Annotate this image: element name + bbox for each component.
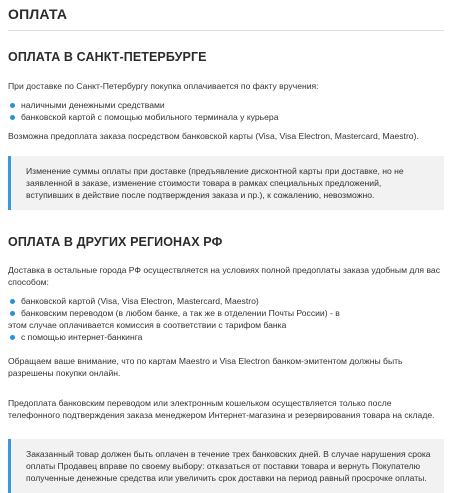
title-divider [8,30,444,31]
spb-section [8,50,444,210]
regions-method-card: банковской картой (Visa, Visa Electron, Mastercard, Maestro) [21,296,259,306]
list-item [8,99,444,111]
regions-note-line: Заказанный товар должен быть оплачен в течение трех банковских дней. В случае нарушения срока [26,449,431,459]
spb-note-line: вступивших в действие после подтверждения заказа и пр.), к сожалению, невозможно. [26,190,375,200]
regions-method-online: с помощью интернет-банкинга [21,332,143,342]
regions-intro-line: способом: [8,277,49,287]
regions-method-transfer-continued: этом случае оплачивается комиссия в соответствии с тарифом банка [8,320,287,330]
regions-note-line: полученные денежные средства или увеличить срок доставки на период равный просрочке оплаты. [26,473,427,483]
spb-prepay: Возможна предоплата заказа посредством банковской карты (Visa, Visa Electron, Mastercard, Maestro). [8,131,419,141]
spb-method-cash: наличными денежными средствами [21,100,165,110]
wallet-note [8,397,444,421]
list-item [8,307,444,319]
page-title: ОПЛАТА [8,6,68,22]
list-item [8,111,444,123]
regions-intro [8,264,444,288]
spb-intro: При доставке по Санкт-Петербургу покупка оплачивается по факту вручения: [8,81,319,91]
regions-section [8,235,444,493]
bullet-icon [10,335,15,340]
bullet-icon [10,299,15,304]
spb-heading: ОПЛАТА В САНКТ-ПЕТЕРБУРГЕ [8,50,207,64]
wallet-note-line: Предоплата банковским переводом или электронным кошельком осуществляется только после [8,398,392,408]
regions-methods-list [8,295,444,319]
list-item [8,295,444,307]
regions-note-line: оплаты Продавец вправе по своему выбору: отказаться от поставки товара и вернуть Покупателю [26,461,421,471]
wallet-note-line: телефонного подтверждения заказа менеджером Интернет-магазина и резервирования товара на складе. [8,410,435,420]
maestro-note [8,355,444,379]
regions-heading: ОПЛАТА В ДРУГИХ РЕГИОНАХ РФ [8,235,223,249]
list-item [8,331,444,343]
spb-methods-list [8,99,444,123]
spb-method-card: банковской картой с помощью мобильного терминала у курьера [21,112,279,122]
bullet-icon [10,311,15,316]
maestro-note-line: разрешены покупки онлайн. [8,368,121,378]
payment-page [8,0,444,493]
regions-methods-list-continued [8,331,444,343]
maestro-note-line: Обращаем ваше внимание, что по картам Maestro и Visa Electron банком-эмитентом должны быть [8,356,403,366]
spb-note-line: заявленной в заказе, изменение стоимости товара в рамках специальных предложений, [26,178,382,188]
spb-note-line: Изменение суммы оплаты при доставке (предъявление дисконтной карты при доставке, но не [26,166,404,176]
regions-intro-line: Доставка в остальные города РФ осуществляется на условиях полной предоплаты заказа удобным для вас [8,265,440,275]
regions-method-transfer: банковским переводом (в любом банке, а так же в отделении Почты России) - в [21,308,340,318]
spb-note-callout [8,156,444,210]
regions-note-callout [8,439,444,493]
bullet-icon [10,115,15,120]
bullet-icon [10,103,15,108]
